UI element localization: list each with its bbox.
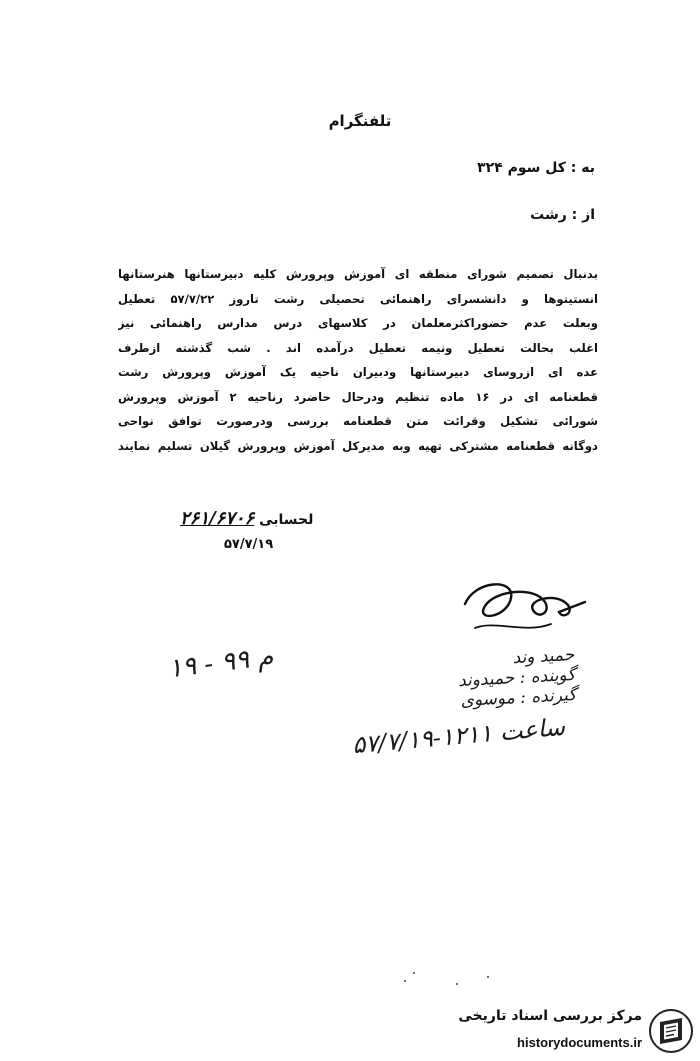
handwritten-ref-number: ۵۷/۷/۱۹-۱۲۱۱ [351, 719, 494, 760]
body-line: بدنبال تصمیم شورای منطقه ای آموزش وپرورش کلیه دبیرستانها هنرستانها [118, 267, 598, 281]
signature-icon [455, 576, 605, 646]
handwritten-signer-name: حمید وند [512, 644, 575, 669]
body-line: قطعنامه ای در ۱۶ ماده تنظیم ودرحال حاضرد رناحیه ۲ آموزش وپرورش [118, 389, 598, 404]
reference-date: ۵۷/۷/۱۹ [224, 537, 274, 552]
recipient-line: به : کل سوم ۳۲۴ [477, 160, 595, 176]
handwritten-time-label: ساعت [498, 712, 567, 747]
scan-speck [413, 972, 415, 974]
telegram-body [118, 262, 598, 458]
reference-number: ۲۶۱/۶۷۰۶ [180, 508, 255, 529]
archive-watermark [412, 1002, 700, 1061]
handwritten-signer-block [457, 645, 577, 711]
handwritten-note: ۱۹ - ۹۹ م [166, 641, 275, 685]
handwritten-reference [351, 713, 566, 759]
handwritten-signer-line: گوینده : حمیدوند [457, 664, 576, 692]
scan-speck [487, 976, 489, 978]
reference-line [180, 508, 313, 529]
scan-speck [456, 983, 458, 985]
body-line: انستیتوها و دانشسرای راهنمائی تحصیلی رشت تاروز ۵۷/۷/۲۲ تعطیل [118, 291, 598, 306]
reference-label: لحسابی [259, 512, 314, 528]
book-shield-icon [648, 1008, 694, 1054]
body-line: اغلب بحالت تعطیل ونیمه تعطیل درآمده اند . شب گذشته ازطرف [118, 340, 598, 355]
sender-line: از : رشت [530, 207, 595, 223]
body-line: عده ای ازروسای دبیرستانها ودبیران ناحیه یک آموزش وپرورش رشت [118, 365, 598, 379]
body-line: وبعلت عدم حضوراکثرمعلمان در کلاسهای درس مدارس راهنمائی نیز [118, 316, 598, 330]
body-line: دوگانه قطعنامه مشترکی تهیه وبه مدیرکل آموزش وپرورش گیلان تسلیم نمایند [118, 438, 598, 453]
archive-url: historydocuments.ir [517, 1035, 642, 1050]
scan-speck [404, 980, 406, 982]
body-line: شورائی تشکیل وقرائت متن قطعنامه بررسی ودرصورت توافق نواحی [118, 414, 598, 428]
reference-block [180, 508, 313, 552]
document-title: تلفنگرام [328, 112, 392, 130]
handwritten-signer-line: گیرنده : موسوی [460, 684, 577, 711]
archive-name: مرکز بررسی اسناد تاریخی [458, 1008, 642, 1024]
